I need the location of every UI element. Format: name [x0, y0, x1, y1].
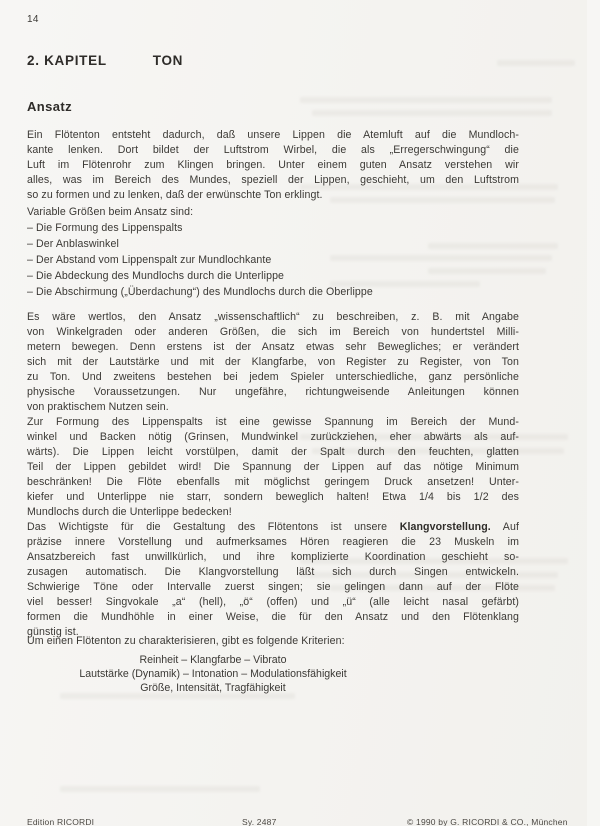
list-item: – Die Formung des Lippenspalts	[27, 222, 183, 235]
text-line: Es wäre wertlos, den Ansatz „wissenschaftlich“ zu beschreiben, z. B. mit Angabe	[27, 311, 519, 323]
paragraph-2	[27, 310, 519, 415]
page-right-margin	[587, 0, 600, 826]
paragraph-3	[27, 415, 519, 520]
text-line: Ansatzbereich fast unwillkürlich, und ihre komplizierte Koordination geschieht so-	[27, 551, 519, 563]
showthrough-streak	[60, 786, 260, 792]
list-intro: Variable Größen beim Ansatz sind:	[27, 206, 194, 218]
footer-copyright: © 1990 by G. RICORDI & CO., München	[407, 817, 568, 826]
text-line: wärts). Die Lippen leicht vorstülpen, damit der Spalt durch den feuchten, glatten	[27, 446, 519, 458]
text-line: kante lenken. Dort bildet der Luftstrom Wirbel, die als „Erregerschwingung“ die	[27, 144, 519, 156]
text-line: Zur Formung des Lippenspalts ist eine gewisse Spannung im Bereich der Mund-	[27, 416, 519, 428]
text-line	[27, 520, 519, 535]
text-line: Luft im Flötenrohr zum Klingen bringen. Unter einem guten Ansatz verstehen wir	[27, 159, 519, 171]
text-line: metern bewegen. Denn erstens ist der Ansatz etwas sehr Bewegliches; er verändert	[27, 341, 519, 353]
text-segment: Auf	[490, 521, 519, 533]
text-line: viel besser! Singvokale „a“ (hell), „ö“ (offen) und „ü“ (alle leicht nasal gefärbt)	[27, 596, 519, 608]
text-line: präzise innere Vorstellung und aufmerksames Hören reagieren die 23 Muskeln im	[27, 536, 519, 548]
section-title: Ansatz	[27, 99, 73, 114]
text-line: zu Ton. Und zweitens bestehen bei jedem Spieler unterschiedliche, ganz persönliche	[27, 371, 519, 383]
text-line: zusagen automatisch. Die Klangvorstellung läßt sich durch Singen entwickeln.	[27, 566, 519, 578]
criteria-line: Größe, Intensität, Tragfähigkeit	[140, 681, 286, 694]
text-line: Mundlochs durch die Unterlippe bedecken!	[27, 506, 232, 518]
text-line: physische Voraussetzungen. Nur ungefähre, richtungweisende Anleitungen können	[27, 386, 519, 398]
chapter-title: TON	[152, 53, 184, 68]
text-segment: Das Wichtigste für die Gestaltung des Flötentons ist unsere	[27, 521, 400, 533]
text-line: Schwierige Töne oder Intervalle zuerst singen; sie gelingen dann auf der Flöte	[27, 581, 519, 593]
text-line: Teil der Lippen gebildet wird! Die Spannung der Lippen auf das nötige Minimum	[27, 461, 519, 473]
paragraph-1	[27, 128, 519, 203]
text-line: Um einen Flötenton zu charakterisieren, gibt es folgende Kriterien:	[27, 635, 345, 647]
list-item: – Der Abstand vom Lippenspalt zur Mundlochkante	[27, 254, 272, 267]
list-item: – Der Anblaswinkel	[27, 238, 119, 251]
text-line: winkel und Backen nötig (Grinsen, Mundwinkel zurückziehen, eher abwärts als auf-	[27, 431, 519, 443]
tone-criteria-block	[27, 654, 399, 696]
showthrough-streak	[497, 60, 575, 66]
list-item: – Die Abdeckung des Mundlochs durch die Unterlippe	[27, 270, 285, 283]
text-line: so zu formen und zu lenken, daß der erwünschte Ton erklingt.	[27, 189, 323, 201]
ansatz-variables-list	[27, 204, 519, 301]
list-item: – Die Abschirmung („Überdachung“) des Mundlochs durch die Oberlippe	[27, 286, 373, 299]
text-line: sich mit der Lautstärke und mit der Klangfarbe, von Register zu Register, von Ton	[27, 356, 519, 368]
text-line: günstig ist.	[27, 626, 79, 638]
emphasized-term: Klangvorstellung.	[399, 521, 491, 533]
footer-plate-number: Sy. 2487	[242, 817, 277, 826]
text-line: von praktischem Nutzen sein.	[27, 401, 169, 413]
showthrough-streak	[312, 110, 552, 116]
criteria-line: Lautstärke (Dynamik) – Intonation – Modulationsfähigkeit	[79, 667, 347, 680]
criteria-line: Reinheit – Klangfarbe – Vibrato	[139, 654, 287, 666]
text-line: Ein Flötenton entsteht dadurch, daß unsere Lippen die Atemluft auf die Mundloch-	[27, 129, 519, 141]
paragraph-5	[27, 634, 519, 649]
footer-publisher: Edition RICORDI	[27, 817, 95, 826]
text-line: beschränken! Die Flöte ebenfalls mit möglichst geringem Druck ansetzen! Unter-	[27, 476, 519, 488]
page-number: 14	[27, 14, 39, 25]
text-line: von Winkelgraden oder anderen Größen, die sich im Bereich von hundertstel Milli-	[27, 326, 519, 338]
showthrough-streak	[300, 97, 552, 103]
paragraph-4	[27, 520, 519, 640]
text-line: formen die Mundhöhle in einer Weise, die für den Ansatz und den Flötenklang	[27, 611, 519, 623]
chapter-label: 2. KAPITEL	[27, 53, 107, 68]
text-line: alles, was im Bereich des Mundes, speziell der Lippen, geschieht, um den Luftstrom	[27, 174, 519, 186]
text-line: kiefer und Unterlippe nie starr, sondern beweglich halten! Etwa 1/4 bis 1/2 des	[27, 491, 519, 503]
chapter-heading	[27, 53, 183, 68]
